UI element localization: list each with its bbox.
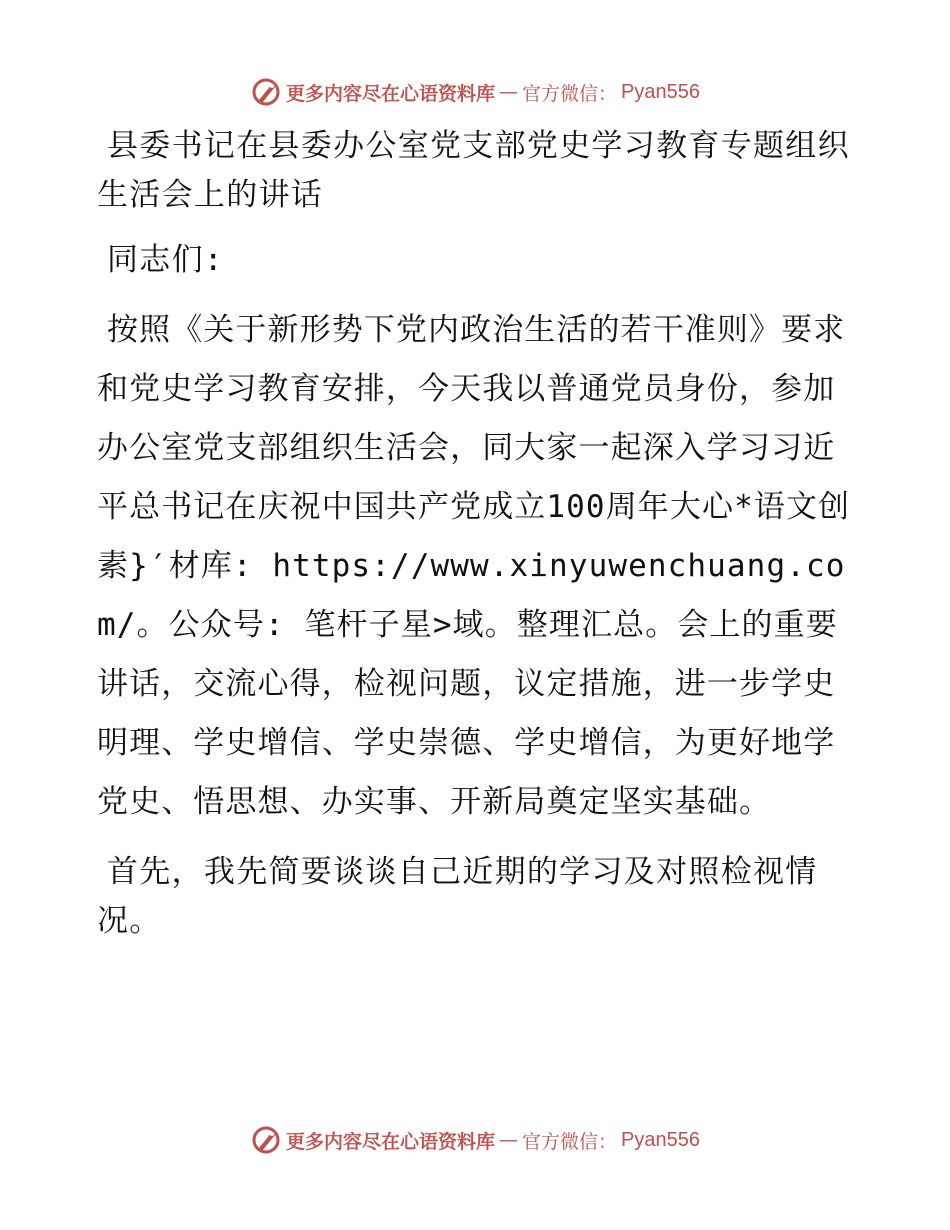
watermark-brand: 更多内容尽在心语资料库 bbox=[286, 1130, 496, 1153]
paragraph-2: 首先，我先简要谈谈自己近期的学习及对照检视情况。 bbox=[97, 854, 818, 939]
watermark-separator: — bbox=[499, 1129, 519, 1151]
paragraph-1: 按照《关于新形势下党内政治生活的若干准则》要求和党史学习教育安排，今天我以普通党员身份，参加办公室党支部组织生活会，同大家一起深入学习习近平总书记在庆祝中国共产党成立100周年大心*语文创素}′材库: https://www.xinyuwenchuang.com/。公众号: 笔杆子星>域。整理汇总。会上的重要讲话，交流心得，检视问题，议定措施，进一步学史明理、学史增信、学史崇德、学史增信，为更好地学党史、悟思想、办实事、开新局奠定坚实基础。 bbox=[97, 312, 851, 820]
header-watermark bbox=[0, 72, 950, 112]
watermark-group bbox=[250, 76, 700, 108]
pen-nib-logo-icon bbox=[250, 76, 282, 108]
watermark-handle: Pyan556 bbox=[621, 1128, 700, 1151]
watermark-label: 官方微信： bbox=[522, 1130, 618, 1153]
watermark-brand: 更多内容尽在心语资料库 bbox=[286, 82, 496, 105]
watermark-handle: Pyan556 bbox=[621, 80, 700, 103]
watermark-separator: — bbox=[499, 81, 519, 103]
watermark-label: 官方微信： bbox=[522, 82, 618, 105]
greeting: 同志们: bbox=[107, 242, 224, 278]
footer-watermark bbox=[0, 1120, 950, 1160]
document-body bbox=[97, 122, 852, 962]
watermark-group bbox=[250, 1124, 700, 1156]
pen-nib-logo-icon bbox=[250, 1124, 282, 1156]
document-title: 县委书记在县委办公室党支部党史学习教育专题组织生活会上的讲话 bbox=[97, 128, 850, 213]
